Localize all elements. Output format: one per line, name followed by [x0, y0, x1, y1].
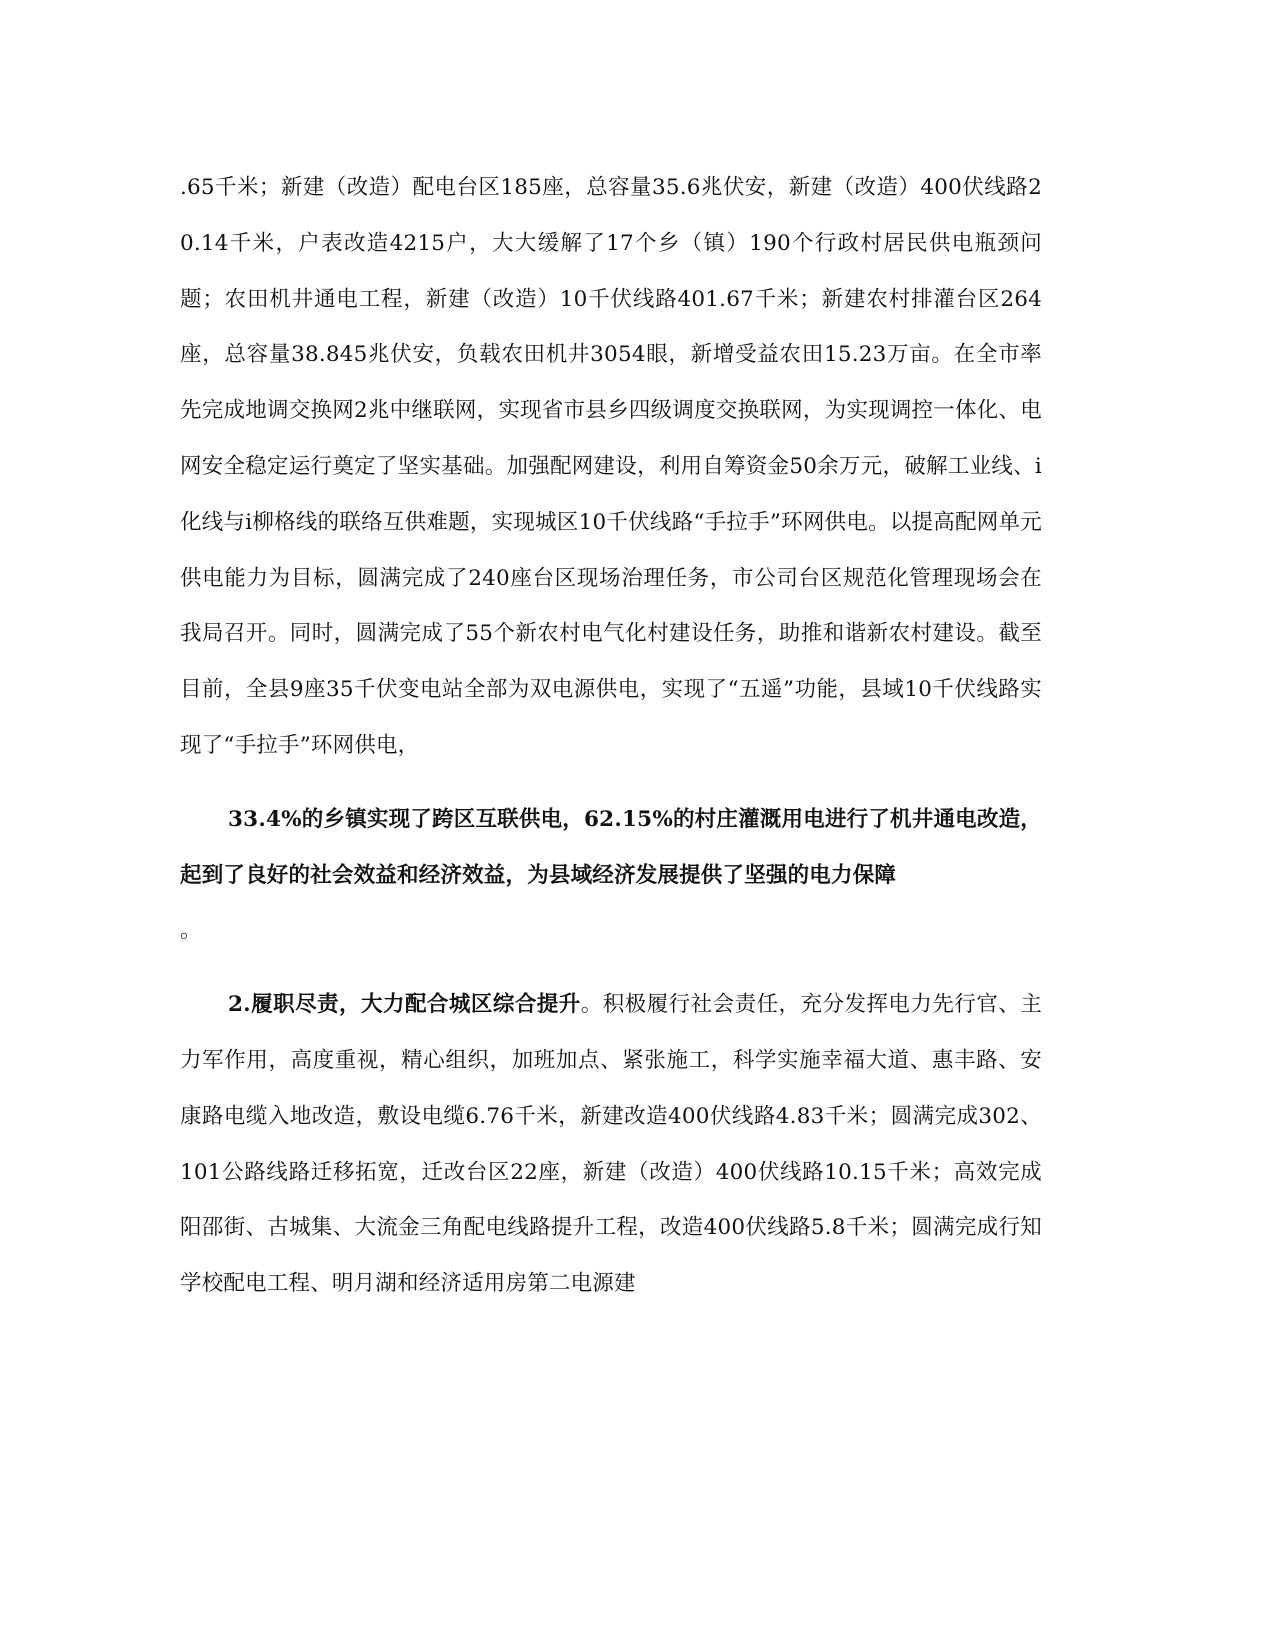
bold-summary-text: 33.4%的乡镇实现了跨区互联供电，62.15%的村庄灌溉用电进行了机井通电改造，起到了良好的社会效益和经济效益，为县域经济发展提供了坚强的电力保障: [180, 806, 1042, 888]
body-paragraph-2-bold: [180, 792, 1042, 959]
paragraph-spacer: [180, 959, 1042, 977]
body-paragraph-3: [180, 977, 1042, 1312]
document-body: [180, 160, 1042, 1312]
body-paragraph-1: .65千米；新建（改造）配电台区185座，总容量35.6兆伏安，新建（改造）400伏线路20.14千米，户表改造4215户，大大缓解了17个乡（镇）190个行政村居民供电瓶颈问题；农田机井通电工程，新建（改造）10千伏线路401.67千米；新建农村排灌台区264座，总容量38.845兆伏安，负载农田机井3054眼，新增受益农田15.23万亩。在全市率先完成地调交换网2兆中继联网，实现省市县乡四级调度交换联网，为实现调控一体化、电网安全稳定运行奠定了坚实基础。加强配网建设，利用自筹资金50余万元，破解工业线、i化线与i柳格线的联络互供难题，实现城区10千伏线路“手拉手”环网供电。以提高配网单元供电能力为目标，圆满完成了240座台区现场治理任务，市公司台区规范化管理现场会在我局召开。同时，圆满完成了55个新农村电气化村建设任务，助推和谐新农村建设。截至目前，全县9座35千伏变电站全部为双电源供电，实现了“五遥”功能，县域10千伏线路实现了“手拉手”环网供电，: [180, 175, 1042, 758]
trailing-period: 。: [180, 918, 202, 944]
section-body-text: 。积极履行社会责任，充分发挥电力先行官、主力军作用，高度重视，精心组织，加班加点、紧张施工，科学实施幸福大道、惠丰路、安康路电缆入地改造，敷设电缆6.76千米，新建改造400伏线路4.83千米；圆满完成302、101公路线路迁移拓宽，迁改台区22座，新建（改造）400伏线路10.15千米；高效完成阳邵街、古城集、大流金三角配电线路提升工程，改造400伏线路5.8千米；圆满完成行知学校配电工程、明月湖和经济适用房第二电源建: [180, 992, 1042, 1297]
paragraph-spacer: [180, 774, 1042, 792]
section-heading: 2.履职尽责，大力配合城区综合提升: [228, 992, 581, 1018]
